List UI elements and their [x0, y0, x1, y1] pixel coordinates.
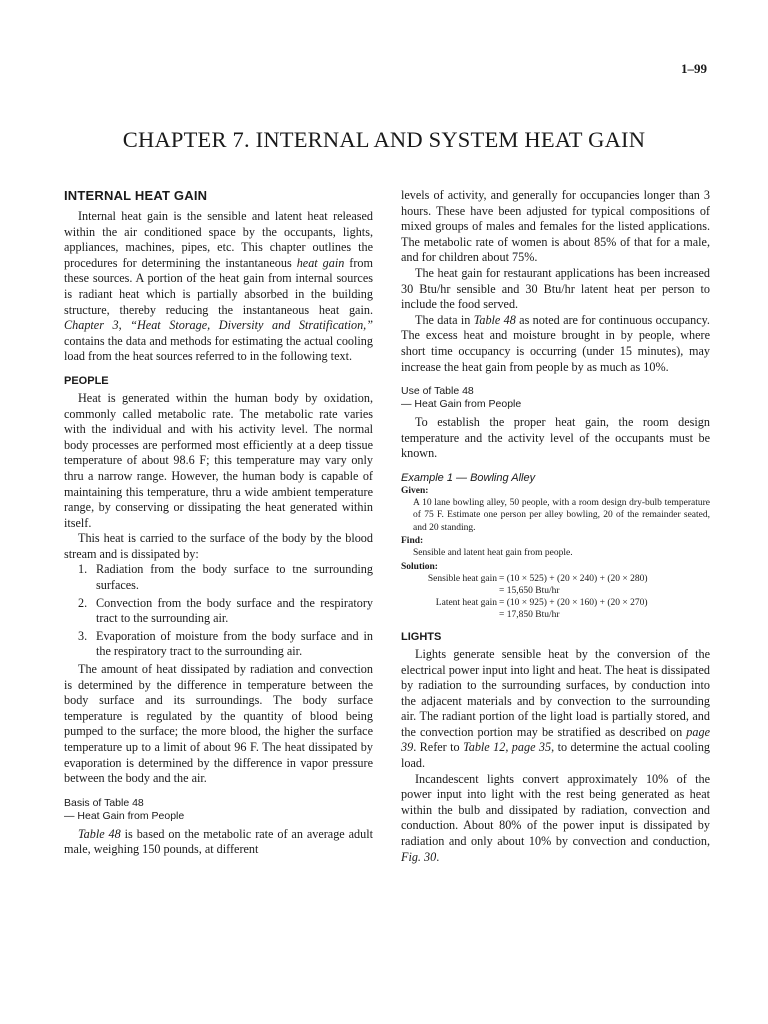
page-number: 1–99 — [681, 61, 707, 76]
given-text: A 10 lane bowling alley, 50 people, with a room design dry-bulb temperature of 75 F. Estimate one person per alley bowling, 20 of the remainder seated, and 20 standing. — [413, 497, 710, 533]
chapter-title: CHAPTER 7. INTERNAL AND SYSTEM HEAT GAIN — [122, 127, 646, 153]
paragraph-restaurant: The heat gain for restaurant applications has been increased 30 Btu/hr sensible and 30 Btu/hr latent heat per person to include the food served. — [401, 265, 710, 312]
solution-calculation: Sensible heat gain = (10 × 525) + (20 × 240) + (20 × 280) = 15,650 Btu/hr Latent heat gain = (10 × 925) + (20 × 160) + (20 × 270) = 17,850 Btu/hr — [427, 573, 648, 620]
example-title: Example 1 — Bowling Alley — [401, 471, 536, 484]
paragraph-heat-carried: This heat is carried to the surface of the body by the blood stream and is dissipated by: — [64, 531, 373, 561]
right-column — [401, 188, 710, 865]
find-text: Sensible and latent heat gain from people. — [413, 548, 573, 559]
find-label: Find: — [401, 536, 424, 547]
dissipation-list — [64, 562, 373, 660]
heading-lights: LIGHTS — [401, 630, 442, 643]
heading-use-table-48: Use of Table 48 — Heat Gain from People — [401, 385, 522, 411]
paragraph-heat-dissipated: The amount of heat dissipated by radiation and convection is determined by the difference in temperature between the body surface and its surroundings. The body surface temperature is regulated by the quantity of blood being pumped to the surface; the more blood, the higher the surface temperature up to a limit of about 96 F. The heat dissipated by evaporation is determined by the difference in vapor pressure between the body and the air. — [64, 662, 373, 786]
list-item: 3. Evaporation of moisture from the body surface and in the respiratory tract to the surrounding air. — [78, 628, 373, 659]
heading-people: PEOPLE — [64, 374, 109, 387]
paragraph-continuous-occupancy: The data in Table 48 as noted are for continuous occupancy. The excess heat and moisture brought in by people, where short time occupancy is occurring (under 15 minutes), may increase the heat gain from people by as much as 10%. — [401, 312, 710, 374]
paragraph-metabolic-rate: Heat is generated within the human body by oxidation, commonly called metabolic rate. The metabolic rate varies with the individual and with his activity level. The normal body processes are performed most efficiently at a deep tissue temperature of about 98.6 F; this temperature may vary only thru a narrow range. However, the human body is capable of maintaining this temperature, thru a wide ambient temperature range, by conserving or dissipating the heat generated within itself. — [64, 390, 373, 530]
left-column — [64, 188, 373, 858]
paragraph-table-48-basis: Table 48 is based on the metabolic rate of an average adult male, weighing 150 pounds, at different — [64, 826, 373, 857]
paragraph-proper-heat-gain: To establish the proper heat gain, the room design temperature and the activity level of the occupants must be known. — [401, 415, 710, 461]
list-item: 1. Radiation from the body surface to tne surrounding surfaces. — [78, 562, 373, 593]
heading-internal-heat-gain: INTERNAL HEAT GAIN — [64, 188, 208, 203]
given-label: Given: — [401, 485, 429, 496]
paragraph-internal-heat-gain: Internal heat gain is the sensible and latent heat released within the air conditioned space by the occupants, lights, appliances, machines, pipes, etc. This chapter outlines the procedures for determining the instantaneous heat gain from these sources. A portion of the heat gain from internal sources is radiant heat which is partially absorbed in the building structure, thereby reducing the instantaneous heat gain. Chapter 3, “Heat Storage, Diversity and Stratification,” contains the data and methods for estimating the actual cooling load from the heat sources referred to in the following text. — [64, 209, 373, 364]
list-item: 2. Convection from the body surface and the respiratory tract to the surrounding air. — [78, 595, 373, 626]
heading-basis-table-48: Basis of Table 48 — Heat Gain from People — [64, 796, 185, 822]
solution-label: Solution: — [401, 561, 438, 572]
paragraph-lights: Lights generate sensible heat by the conversion of the electrical power input into light and heat. The heat is dissipated by radiation to the surrounding surfaces, by conduction into the adjacent materials and by convection to the surrounding air. The radiant portion of the light load is partially stored, and the convection portion may be stratified as described on page 39. Refer to Table 12, page 35, to determine the actual cooling load. — [401, 646, 711, 771]
paragraph-incandescent: Incandescent lights convert approximately 10% of the power input into light with the rest being generated as heat within the bulb and dissipated by radiation, convection and conduction. About 80% of the power input is dissipated by radiation and only about 10% by convection and conduction, Fig. 30. — [401, 771, 710, 864]
paragraph-activity-levels: levels of activity, and generally for occupancies longer than 3 hours. These have been adjusted for typical compositions of mixed groups of males and females for the listed applications. The metabolic rate of women is about 85% of that for a male, and for children about 75%. — [401, 188, 710, 265]
